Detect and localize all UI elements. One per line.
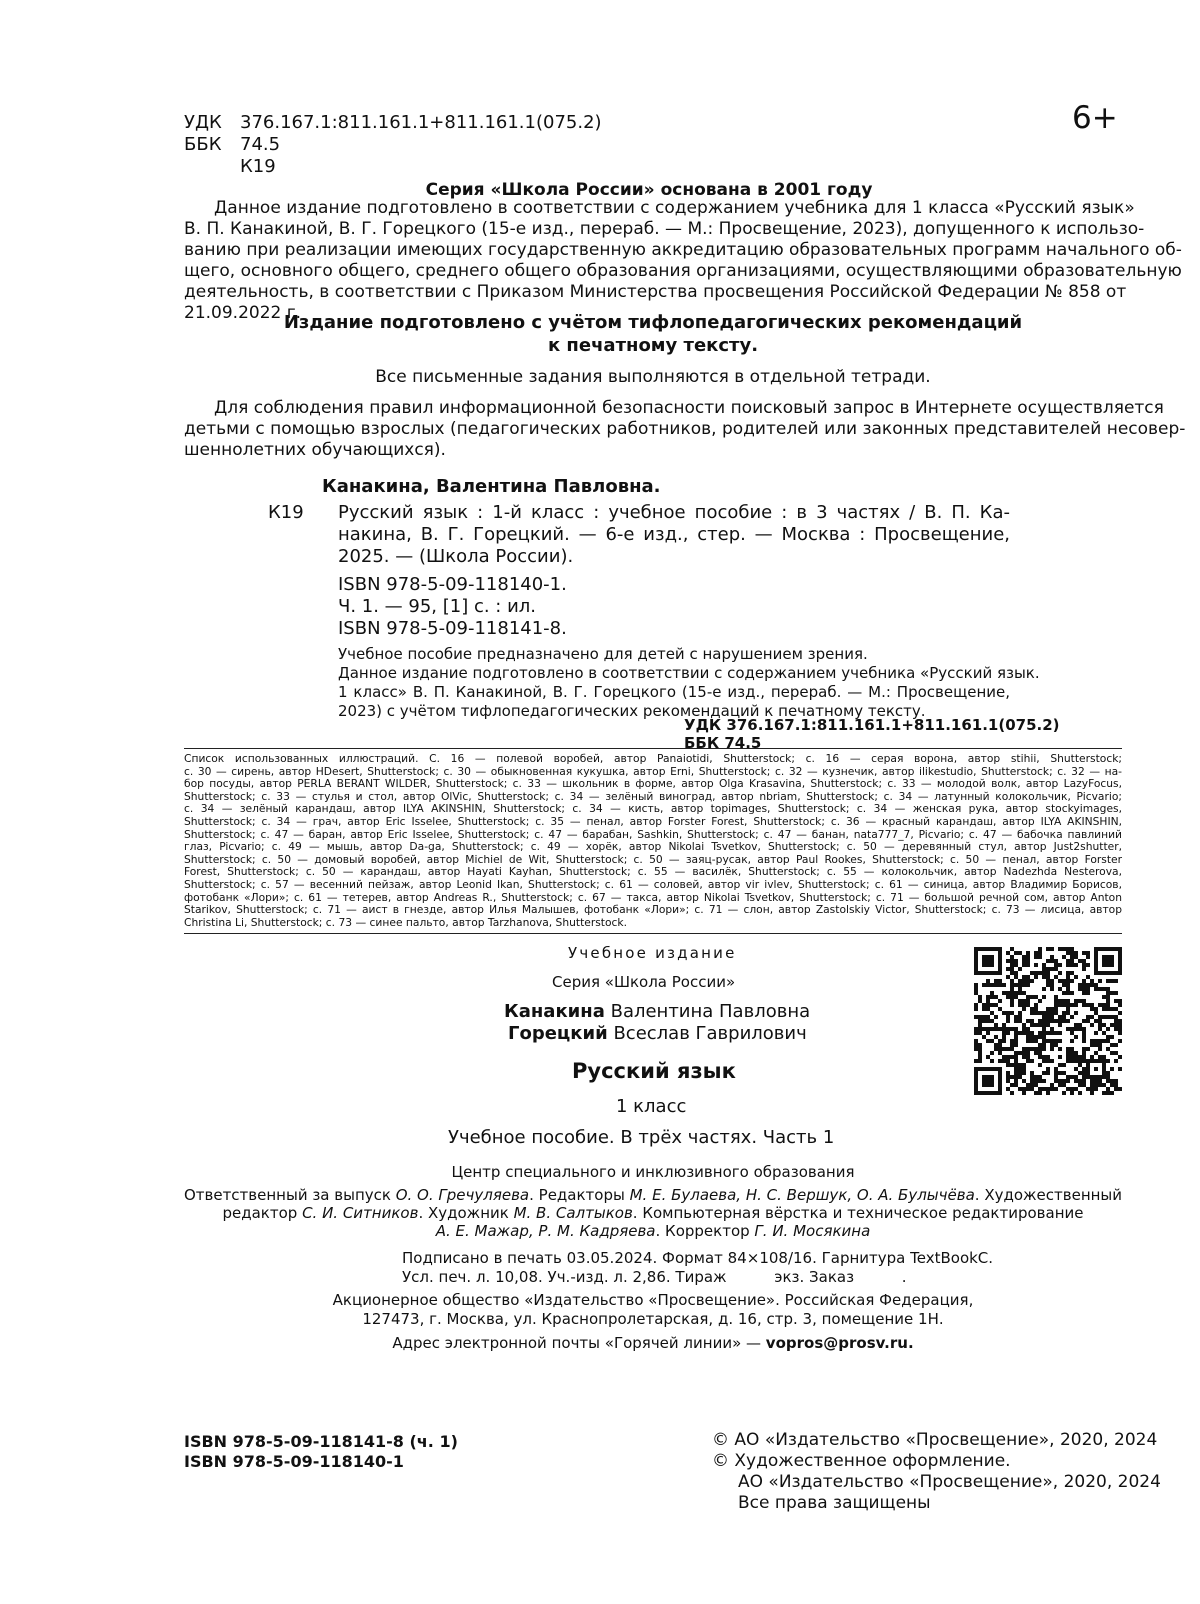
staff-name: А. Е. Мажар, Р. М. Кадряева [435,1222,656,1240]
text-line: Shutterstock; с. 33 — стулья и стол, автор OlVic, Shutterstock; с. 34 — зелёный виноград, автор nbriam, Shutterstock; с. 34 — латунный колокольчик, Picvario; [184,789,1122,803]
text-line: Список использованных иллюстраций. С. 16 — полевой воробей, автор Panaiotidi, Shutterstock; с. 16 — серая ворона, автор stihii, Shutterstock; [184,752,1122,765]
book-code: К19 [240,156,276,177]
staff-role: . Корректор [655,1222,755,1240]
text-line: с. 30 — сирень, автор HDesert, Shutterstock; с. 30 — обыкновенная кукушка, автор Erni, Shutterstock; с. 32 — кузнечик, автор ilikestudio, Shutterstock; с. 32 — на- [184,764,1122,778]
book-subtitle: Учебное пособие. В трёх частях. Часть 1 [448,1127,835,1148]
staff-name: М. В. Салтыков [513,1204,633,1222]
copyright-line1: © АО «Издательство «Просвещение», 2020, 2024 [712,1430,1158,1450]
print-info-line1: Подписано в печать 03.05.2024. Формат 84×108/16. Гарнитура TextBookC. [402,1249,994,1267]
series-paragraph [184,198,1182,324]
text-line: Для соблюдения правил информационной безопасности поисковый запрос в Интернете осуществляется [214,398,1164,418]
catalog-isbn2: ISBN 978-5-09-118141-8. [338,618,567,639]
text-line: фотобанк «Лори»; с. 61 — тетерев, автор Andreas R., Shutterstock; с. 67 — такса, автор Nikolai Tsvetkov, Shutterstock; с. 71 — большой речной сом, автор Anton [184,890,1122,904]
staff-name: Г. И. Мосякина [754,1222,871,1240]
imprint-author2 [508,1023,807,1045]
grade: 1 класс [616,1096,687,1117]
staff-name: С. И. Ситников [302,1204,419,1222]
bbk-value: 74.5 [240,134,281,155]
typhlo-note-line2: к печатному тексту. [547,335,759,356]
text-line: 1 класс» В. П. Канакиной, В. Г. Горецкого (15-е изд., перераб. — М.: Просвещение, [338,683,1010,701]
staff-role: редактор [222,1204,303,1222]
text-line: Данное издание подготовлено в соответствии с содержанием учебника для 1 класса «Русский язык» [214,198,1135,218]
catalog-author: Канакина, Валентина Павловна. [322,476,661,497]
author-lastname: Канакина [504,1001,605,1022]
print-info-line2: Усл. печ. л. 10,08. Уч.-изд. л. 2,86. Тираж экз. Заказ . [402,1268,907,1286]
copyright-line2: © Художественное оформление. [712,1451,1011,1471]
text-line: глаз, Picvario; с. 49 — мышь, автор Da-ga, Shutterstock; с. 49 — хорёк, автор Nikolai Tsvetkov, Shutterstock; с. 50 — деревянный стул, автор Just2shutter, [184,840,1122,854]
imprint-author1 [504,1001,810,1023]
illustrations-list [184,753,1122,929]
footer-isbn2: ISBN 978-5-09-118140-1 [184,1452,404,1471]
catalog-annotation [338,645,1040,721]
footer-isbn1: ISBN 978-5-09-118141-8 (ч. 1) [184,1432,458,1451]
text-line: Shutterstock; с. 34 — грач, автор Eric Isselee, Shutterstock; с. 35 — пенал, автор Forster Forest, Shutterstock; с. 36 — красный карандаш, автор ILYA AKINSHIN, [184,814,1122,828]
text-line: деятельность, в соответствии с Приказом Министерства просвещения Российской Федерации № 858 от [184,282,1127,302]
text-line: Shutterstock; с. 47 — баран, автор Eric Isselee, Shutterstock; с. 47 — барабан, Sashkin, Shutterstock; с. 47 — банан, nata777_7, Picvario; с. 47 — бабочка павлиний [184,827,1122,841]
staff-role: . Художник [418,1204,514,1222]
text-line: детьми с помощью взрослых (педагогических работников, родителей или законных представителей несовер- [184,419,1186,439]
author-firstname: Всеслав Гаврилович [613,1023,807,1044]
staff-line2 [140,1204,1166,1223]
catalog-udk: УДК 376.167.1:811.161.1+811.161.1(075.2) [684,716,1060,734]
staff-name: М. Е. Булаева, Н. С. Вершук, О. А. Булычёва [629,1186,975,1204]
text-line: ванию при реализации имеющих государственную аккредитацию образовательных программ начального об- [184,240,1182,260]
rights-reserved: Все права защищены [738,1493,931,1513]
text-line: бор посуды, автор PERLA BERANT WILDER, Shutterstock; с. 33 — школьник в форме, автор Olga Krasavina, Shutterstock; с. 33 — молодой волк, автор LazyFocus, [184,777,1122,791]
staff-role: . Компьютерная вёрстка и техническое редактирование [632,1204,1084,1222]
text-line: Данное издание подготовлено в соответствии с содержанием учебника «Русский язык. [338,664,1040,682]
text-line: щего, основного общего, среднего общего образования организациями, осуществляющими образовательную [184,261,1182,281]
text-line: В. П. Канакиной, В. Г. Горецкого (15-е изд., перераб. — М.: Просвещение, 2023), допущенного к использо- [184,219,1145,239]
catalog-code: К19 [268,502,304,523]
catalog-isbn1: ISBN 978-5-09-118140-1. [338,574,567,595]
notebook-note: Все письменные задания выполняются в отдельной тетради. [375,367,931,387]
text-line: 21.09.2022 г. [184,303,302,323]
publisher-line2: 127473, г. Москва, ул. Краснопролетарская, д. 16, стр. 3, помещение 1Н. [362,1310,944,1328]
edition-type: Учебное издание [568,944,737,962]
series-title: Серия «Школа России» основана в 2001 году [425,180,873,200]
imprint-series: Серия «Школа России» [552,973,736,991]
staff-role: Ответственный за выпуск [183,1186,396,1204]
staff-line3 [140,1222,1166,1241]
text-line: Shutterstock; с. 50 — домовый воробей, автор Michiel de Wit, Shutterstock; с. 50 — заяц-русак, автор Paul Rookes, Shutterstock; с. 50 — пенал, автор Forster [184,852,1122,866]
udk-value: 376.167.1:811.161.1+811.161.1(075.2) [240,112,602,133]
text-line: шеннолетних обучающихся). [184,440,446,460]
staff-line1 [140,1186,1166,1205]
text-line: с. 34 — зелёный карандаш, автор ILYA AKINSHIN, Shutterstock; с. 34 — кисть, автор topimages, Shutterstock; с. 34 — женская рука, автор stockyimages, [184,802,1122,816]
typhlo-note-line1: Издание подготовлено с учётом тифлопедагогических рекомендаций [283,312,1023,333]
text-line: 2025. — (Школа России). [338,546,574,567]
divider-line [184,933,1122,934]
email-label: Адрес электронной почты «Горячей линии» — [392,1334,766,1352]
copyright-line3: АО «Издательство «Просвещение», 2020, 2024 [738,1472,1161,1492]
qr-code-icon [974,947,1122,1095]
bbk-label: ББК [184,134,222,155]
book-title: Русский язык [572,1059,736,1083]
text-line: Christina Li, Shutterstock; с. 73 — синее пальто, автор Tarzhanova, Shutterstock. [184,915,627,929]
imprint-center: Центр специального и инклюзивного образования [451,1163,855,1181]
text-line: Forest, Shutterstock; с. 50 — карандаш, автор Hayati Kayhan, Shutterstock; с. 55 — василёк, Shutterstock; с. 55 — колокольчик, автор Nadezhda Nesterova, [184,865,1122,879]
catalog-description [338,502,1010,568]
text-line: 2023) с учётом тифлопедагогических рекомендаций к печатному тексту. [338,702,926,720]
text-line: Shutterstock; с. 57 — весенний пейзаж, автор Leonid Ikan, Shutterstock; с. 61 — соловей, автор vir ivlev, Shutterstock; с. 61 — синица, автор Владимир Борисов, [184,877,1122,891]
safety-note [184,398,1186,461]
email-address: vopros@prosv.ru. [765,1334,914,1352]
udk-label: УДК [184,112,222,133]
author-lastname: Горецкий [508,1023,608,1044]
hotline-email [184,1334,1122,1353]
divider-line [184,748,1122,749]
staff-name: О. О. Гречуляева [395,1186,530,1204]
text-line: Русский язык : 1-й класс : учебное пособие : в 3 частях / В. П. Ка- [338,502,1010,523]
age-rating: 6+ [1072,100,1118,136]
author-firstname: Валентина Павловна [610,1001,811,1022]
staff-role: . Художественный [974,1186,1123,1204]
text-line: Учебное пособие предназначено для детей с нарушением зрения. [338,645,868,663]
catalog-part: Ч. 1. — 95, [1] с. : ил. [338,596,537,617]
catalog-bbk: ББК 74.5 [684,734,762,752]
text-line: накина, В. Г. Горецкий. — 6-е изд., стер. — Москва : Просвещение, [338,524,1010,545]
text-line: Starikov, Shutterstock; с. 71 — аист в гнезде, автор Илья Малышев, фотобанк «Лори»; с. 71 — слон, автор Zastolskiy Victor, Shutterstock; с. 73 — лисица, автор [184,903,1122,917]
staff-role: . Редакторы [529,1186,630,1204]
publisher-line1: Акционерное общество «Издательство «Просвещение». Российская Федерация, [332,1291,974,1309]
